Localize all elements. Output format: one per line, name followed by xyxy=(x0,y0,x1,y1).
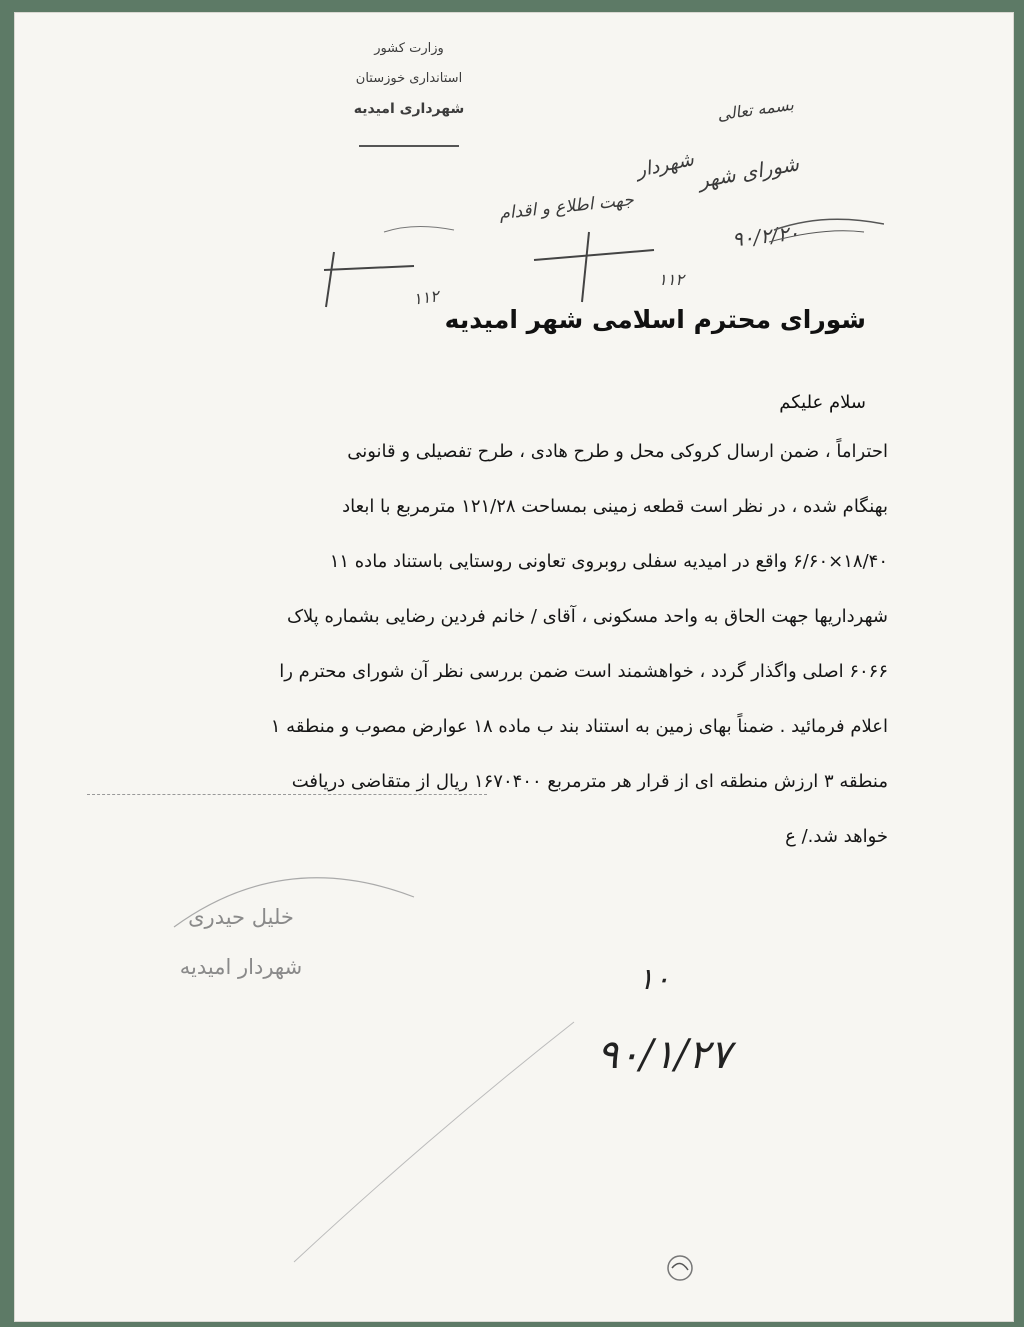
letterhead-municipality: شهرداری امیدیه xyxy=(353,101,465,117)
letter-body-line: اعلام فرمائید . ضمناً بهای زمین به استناد بند ب ماده ۱۸ عوارض مصوب و منطقه ۱ xyxy=(270,716,888,737)
handwritten-note-date: ۹۰/۲/۲۰ xyxy=(730,220,801,252)
registration-date: ۹۰/۱/۲۷ xyxy=(596,1032,732,1078)
handwritten-note-number-middle: ۱۱۲ xyxy=(658,270,684,289)
letter-greeting: سلام علیکم xyxy=(779,392,866,413)
handwritten-note-mayor: شهردار xyxy=(634,148,696,182)
signatory-name: خلیل حیدری xyxy=(188,905,294,929)
letter-body-line: بهنگام شده ، در نظر است قطعه زمینی بمساحت ۱۲۱/۲۸ مترمربع با ابعاد xyxy=(342,496,888,517)
handwritten-note-action: جهت اطلاع و اقدام xyxy=(498,189,635,225)
letter-body xyxy=(88,424,888,864)
signature-block xyxy=(126,892,356,992)
handwritten-note-council: شورای شهر xyxy=(696,151,801,193)
letter-body-line: شهرداریها جهت الحاق به واحد مسکونی ، آقای / خانم فردین رضایی بشماره پلاک xyxy=(286,606,888,627)
handwritten-note-blessing: بسمه تعالی xyxy=(716,94,795,125)
letter-body-line: احتراماً ، ضمن ارسال کروکی محل و طرح هادی ، طرح تفصیلی و قانونی xyxy=(347,441,888,462)
letterhead-governorate: استانداری خوزستان xyxy=(355,71,463,86)
ink-mark-icon xyxy=(660,1248,700,1288)
pen-stroke xyxy=(284,1012,584,1272)
handwritten-note-number-left: ۱۱۲ xyxy=(412,286,441,309)
letterhead-divider xyxy=(359,145,459,147)
text-underline xyxy=(87,794,487,796)
document-page xyxy=(14,12,1014,1322)
signatory-title: شهردار امیدیه xyxy=(179,955,303,979)
letter-body-line: ۶۰۶۶ اصلی واگذار گردد ، خواهشمند است ضمن بررسی نظر آن شورای محترم را xyxy=(279,661,888,682)
registration-number: ۱۰ xyxy=(637,962,671,997)
letter-body-line: خواهد شد./ ع xyxy=(785,826,888,847)
letter-body-line: ۱۸/۴۰×۶/۶۰ واقع در امیدیه سفلی روبروی تعاونی روستایی باستناد ماده ۱۱ xyxy=(329,551,888,572)
letterhead-ministry: وزارت کشور xyxy=(374,41,444,56)
letter-addressee: شورای محترم اسلامی شهر امیدیه xyxy=(444,305,866,334)
letter-body-line: منطقه ۳ ارزش منطقه ای از قرار هر مترمربع ۱۶۷۰۴۰۰ ریال از متقاضی دریافت xyxy=(291,771,888,792)
letterhead xyxy=(314,34,504,124)
